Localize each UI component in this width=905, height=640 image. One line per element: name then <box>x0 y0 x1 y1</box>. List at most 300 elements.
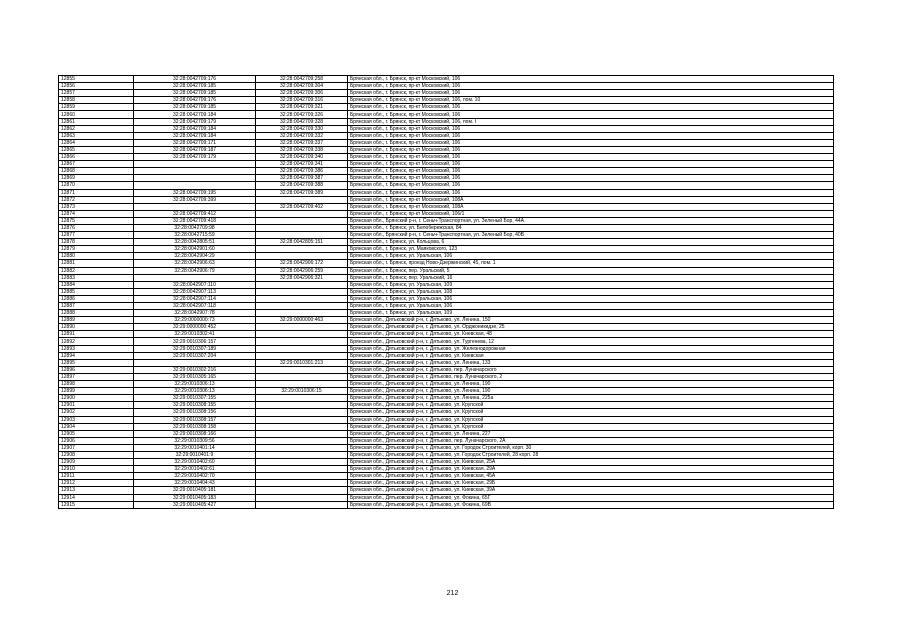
related-cadastral-number-cell <box>256 402 348 409</box>
cadastral-number-cell: 32:29:0010302:41 <box>134 331 256 338</box>
related-cadastral-number-cell <box>256 473 348 480</box>
table-row <box>59 388 834 395</box>
table-row <box>59 466 834 473</box>
address-cell: Брянская обл., г. Брянск, пр-кт Московский, 106 <box>348 76 834 83</box>
address-cell: Брянская обл., г. Брянск, пр-кт Московский, 106 <box>348 182 834 189</box>
row-number-cell: 12895 <box>59 359 134 366</box>
address-cell: Брянская обл., Дятьковский р-н, г. Дятьково, ул. Орджоникидзе, 25 <box>348 324 834 331</box>
cadastral-number-cell <box>134 168 256 175</box>
related-cadastral-number-cell <box>256 310 348 317</box>
table-row <box>59 395 834 402</box>
row-number-cell: 12890 <box>59 324 134 331</box>
row-number-cell: 12897 <box>59 373 134 380</box>
table-row <box>59 473 834 480</box>
table-row <box>59 154 834 161</box>
table-row <box>59 168 834 175</box>
cadastral-number-cell: 32:28:0042709:176 <box>134 76 256 83</box>
related-cadastral-number-cell <box>256 338 348 345</box>
address-cell: Брянская обл., Брянский р-н, г. Сеньч-Транспортная, ул. Зеленый Бор, 44А <box>348 217 834 224</box>
address-cell: Брянская обл., г. Брянск, пр-кт Московский, 106/1 <box>348 210 834 217</box>
address-cell: Брянская обл., Дятьковский р-н, г. Дятьково, ул. Крупской <box>348 423 834 430</box>
row-number-cell: 12914 <box>59 494 134 501</box>
cadastral-number-cell: 32:29:0010307:155 <box>134 395 256 402</box>
cadastral-number-cell: 32:29:0010308:156 <box>134 409 256 416</box>
cadastral-number-cell: 32:28:0042709:399 <box>134 196 256 203</box>
related-cadastral-number-cell <box>256 373 348 380</box>
related-cadastral-number-cell: 32:28:0042709:388 <box>256 182 348 189</box>
row-number-cell: 12883 <box>59 274 134 281</box>
row-number-cell: 12894 <box>59 352 134 359</box>
row-number-cell: 12909 <box>59 459 134 466</box>
row-number-cell: 12858 <box>59 97 134 104</box>
table-row <box>59 175 834 182</box>
row-number-cell: 12885 <box>59 288 134 295</box>
row-number-cell: 12871 <box>59 189 134 196</box>
address-cell: Брянская обл., Дятьковский р-н, г. Дятьково, ул. Ленина, 190 <box>348 381 834 388</box>
related-cadastral-number-cell <box>256 303 348 310</box>
cadastral-number-cell <box>134 161 256 168</box>
cadastral-number-cell: 32:28:0042709:195 <box>134 189 256 196</box>
table-row <box>59 381 834 388</box>
row-number-cell: 12882 <box>59 267 134 274</box>
cadastral-number-cell: 32:29:0010404:43 <box>134 480 256 487</box>
row-number-cell: 12889 <box>59 317 134 324</box>
cadastral-number-cell: 32:28:0042904:29 <box>134 253 256 260</box>
related-cadastral-number-cell <box>256 232 348 239</box>
address-cell: Брянская обл., г. Брянск, пр-кт Московский, 106 <box>348 104 834 111</box>
cadastral-number-cell: 32:29:0010305:165 <box>134 373 256 380</box>
row-number-cell: 12907 <box>59 444 134 451</box>
table-row <box>59 246 834 253</box>
address-cell: Брянская обл., Дятьковский р-н, г. Дятьково, ул. Ленина, 227 <box>348 430 834 437</box>
related-cadastral-number-cell <box>256 451 348 458</box>
address-cell: Брянская обл., Дятьковский р-н, г. Дятьково, ул. Киевская <box>348 352 834 359</box>
related-cadastral-number-cell <box>256 217 348 224</box>
row-number-cell: 12891 <box>59 331 134 338</box>
table-row <box>59 402 834 409</box>
table-row <box>59 90 834 97</box>
row-number-cell: 12903 <box>59 416 134 423</box>
address-cell: Брянская обл., г. Брянск, ул. Уральская, 109 <box>348 281 834 288</box>
row-number-cell: 12910 <box>59 466 134 473</box>
row-number-cell: 12872 <box>59 196 134 203</box>
related-cadastral-number-cell <box>256 381 348 388</box>
cadastral-number-cell: 32:28:0042709:184 <box>134 132 256 139</box>
address-cell: Брянская обл., Дятьковский р-н, г. Дятьково, ул. Крупской <box>348 416 834 423</box>
address-cell: Брянская обл., Дятьковский р-н, г. Дятьково, пер. Луначарского, 2А <box>348 437 834 444</box>
row-number-cell: 12902 <box>59 409 134 416</box>
related-cadastral-number-cell: 32:28:0042709:402 <box>256 203 348 210</box>
cadastral-number-cell <box>134 203 256 210</box>
table-row <box>59 324 834 331</box>
table-row <box>59 118 834 125</box>
address-cell: Брянская обл., Дятьковский р-н, г. Дятьково, ул. Фокина, 65Г <box>348 494 834 501</box>
related-cadastral-number-cell: 32:28:0042709:326 <box>256 111 348 118</box>
related-cadastral-number-cell <box>256 210 348 217</box>
address-cell: Брянская обл., г. Брянск, пр-кт Московский, 106 <box>348 168 834 175</box>
address-cell: Брянская обл., г. Брянск, пр-кт Московский, 106, пом. I <box>348 118 834 125</box>
address-cell: Брянская обл., Дятьковский р-н, г. Дятьково, ул. Ленина, 225а <box>348 395 834 402</box>
related-cadastral-number-cell <box>256 196 348 203</box>
cadastral-number-cell: 32:29:0010309:56 <box>134 437 256 444</box>
address-cell: Брянская обл., г. Брянск, ул. Уральская, 106 <box>348 303 834 310</box>
address-cell: Брянская обл., г. Брянск, пр-кт Московский, 106 <box>348 83 834 90</box>
address-cell: Брянская обл., г. Брянск, пр-кт Московский, 106 <box>348 161 834 168</box>
address-cell: Брянская обл., г. Брянск, пер. Уральский, 5 <box>348 267 834 274</box>
table-row <box>59 196 834 203</box>
related-cadastral-number-cell <box>256 437 348 444</box>
related-cadastral-number-cell <box>256 430 348 437</box>
address-cell: Брянская обл., г. Брянск, пр-кт Московский, 106 <box>348 111 834 118</box>
related-cadastral-number-cell <box>256 288 348 295</box>
related-cadastral-number-cell <box>256 395 348 402</box>
row-number-cell: 12905 <box>59 430 134 437</box>
cadastral-number-cell: 32:28:0042709:185 <box>134 90 256 97</box>
cadastral-number-cell <box>134 359 256 366</box>
table-row <box>59 480 834 487</box>
address-cell: Брянская обл., Дятьковский р-н, г. Дятьково, ул. Ленина, 133 <box>348 359 834 366</box>
row-number-cell: 12867 <box>59 161 134 168</box>
cadastral-number-cell: 32:29:0010306:13 <box>134 388 256 395</box>
address-cell: Брянская обл., Дятьковский р-н, г. Дятьково, ул. Фокина, 69В <box>348 501 834 508</box>
row-number-cell: 12901 <box>59 402 134 409</box>
table-row <box>59 146 834 153</box>
row-number-cell: 12877 <box>59 232 134 239</box>
row-number-cell: 12860 <box>59 111 134 118</box>
related-cadastral-number-cell: 32:28:0042709:389 <box>256 189 348 196</box>
row-number-cell: 12886 <box>59 295 134 302</box>
table-row <box>59 345 834 352</box>
related-cadastral-number-cell: 32:28:0042709:330 <box>256 125 348 132</box>
row-number-cell: 12896 <box>59 366 134 373</box>
page-number: 212 <box>446 590 459 597</box>
cadastral-number-cell: 32:29:0010401:14 <box>134 444 256 451</box>
cadastral-number-cell: 32:28:0042709:412 <box>134 210 256 217</box>
cadastral-number-cell: 32:28:0042906:63 <box>134 260 256 267</box>
related-cadastral-number-cell: 32:28:0042709:386 <box>256 168 348 175</box>
address-cell: Брянская обл., Брянский р-н, г. Сеньч-Транспортная, ул. Зеленый Бор, 40В <box>348 232 834 239</box>
table-row <box>59 217 834 224</box>
table-row <box>59 210 834 217</box>
cadastral-number-cell: 32:28:0042901:60 <box>134 246 256 253</box>
address-cell: Брянская обл., Дятьковский р-н, г. Дятьково, ул. Киевская, 25А <box>348 459 834 466</box>
row-number-cell: 12876 <box>59 224 134 231</box>
address-cell: Брянская обл., г. Брянск, пр-кт Московский, 108А <box>348 196 834 203</box>
cadastral-number-cell: 32:29:0010308:155 <box>134 402 256 409</box>
row-number-cell: 12864 <box>59 139 134 146</box>
cadastral-number-cell: 32:29:0010302:216 <box>134 366 256 373</box>
table-row <box>59 352 834 359</box>
address-cell: Брянская обл., Дятьковский р-н, г. Дятьково, ул. Киевская, 45А <box>348 473 834 480</box>
cadastral-number-cell: 32:28:0042709:179 <box>134 118 256 125</box>
related-cadastral-number-cell: 32:28:0042709:306 <box>256 90 348 97</box>
row-number-cell: 12908 <box>59 451 134 458</box>
address-cell: Брянская обл., Дятьковский р-н, г. Дятьково, ул. Киевская, 29А <box>348 466 834 473</box>
table-body <box>59 76 834 509</box>
related-cadastral-number-cell <box>256 295 348 302</box>
address-cell: Брянская обл., Дятьковский р-н, г. Дятьково, ул. Киевская, 48 <box>348 331 834 338</box>
cadastral-number-cell: 32:28:0042709:176 <box>134 97 256 104</box>
table-row <box>59 253 834 260</box>
related-cadastral-number-cell <box>256 324 348 331</box>
row-number-cell: 12856 <box>59 83 134 90</box>
row-number-cell: 12868 <box>59 168 134 175</box>
table-row <box>59 430 834 437</box>
address-cell: Брянская обл., г. Брянск, пр-кт Московский, 106 <box>348 146 834 153</box>
table-row <box>59 331 834 338</box>
table-row <box>59 104 834 111</box>
related-cadastral-number-cell: 32:28:0042709:316 <box>256 97 348 104</box>
table-row <box>59 310 834 317</box>
row-number-cell: 12863 <box>59 132 134 139</box>
related-cadastral-number-cell <box>256 224 348 231</box>
cadastral-number-cell: 32:29:0010402:60 <box>134 459 256 466</box>
related-cadastral-number-cell: 32:28:0042709:337 <box>256 139 348 146</box>
table-row <box>59 267 834 274</box>
table-row <box>59 459 834 466</box>
row-number-cell: 12874 <box>59 210 134 217</box>
row-number-cell: 12913 <box>59 487 134 494</box>
row-number-cell: 12899 <box>59 388 134 395</box>
row-number-cell: 12884 <box>59 281 134 288</box>
row-number-cell: 12906 <box>59 437 134 444</box>
row-number-cell: 12888 <box>59 310 134 317</box>
table-row <box>59 494 834 501</box>
address-cell: Брянская обл., Дятьковский р-н, г. Дятьково, ул. Киевская, 29Б <box>348 480 834 487</box>
related-cadastral-number-cell: 32:28:0042709:321 <box>256 104 348 111</box>
row-number-cell: 12865 <box>59 146 134 153</box>
cadastral-number-cell: 32:29:0010402:70 <box>134 473 256 480</box>
table-row <box>59 437 834 444</box>
address-cell: Брянская обл., Дятьковский р-н, г. Дятьково, ул. Городок Строителей, 28 корп. 28 <box>348 451 834 458</box>
address-cell: Брянская обл., Дятьковский р-н, г. Дятьково, ул. Крупской <box>348 402 834 409</box>
address-cell: Брянская обл., г. Брянск, пр-кт Московский, 106 <box>348 90 834 97</box>
related-cadastral-number-cell <box>256 352 348 359</box>
row-number-cell: 12880 <box>59 253 134 260</box>
related-cadastral-number-cell: 32:28:0042906:172 <box>256 260 348 267</box>
table-row <box>59 274 834 281</box>
related-cadastral-number-cell <box>256 281 348 288</box>
table-row <box>59 182 834 189</box>
address-cell: Брянская обл., г. Брянск, проезд Ново-Дзержинский, 45, пом. 1 <box>348 260 834 267</box>
row-number-cell: 12892 <box>59 338 134 345</box>
table-row <box>59 501 834 508</box>
cadastral-number-cell: 32:28:0042907:114 <box>134 295 256 302</box>
table-row <box>59 161 834 168</box>
row-number-cell: 12870 <box>59 182 134 189</box>
cadastral-number-cell: 32:29:0010308:166 <box>134 430 256 437</box>
table-row <box>59 409 834 416</box>
related-cadastral-number-cell <box>256 345 348 352</box>
related-cadastral-number-cell <box>256 246 348 253</box>
cadastral-number-cell: 32:28:0042709:171 <box>134 139 256 146</box>
cadastral-number-cell: 32:28:0042709:98 <box>134 224 256 231</box>
table-row <box>59 317 834 324</box>
table-row <box>59 239 834 246</box>
related-cadastral-number-cell <box>256 494 348 501</box>
address-cell: Брянская обл., г. Брянск, ул. Кольцова, 6 <box>348 239 834 246</box>
table-row <box>59 281 834 288</box>
address-cell: Брянская обл., г. Брянск, пр-кт Московский, 106 <box>348 189 834 196</box>
related-cadastral-number-cell: 32:28:0042709:340 <box>256 154 348 161</box>
cadastral-number-cell: 32:28:0042715:59 <box>134 232 256 239</box>
row-number-cell: 12857 <box>59 90 134 97</box>
table-row <box>59 373 834 380</box>
row-number-cell: 12869 <box>59 175 134 182</box>
table-row <box>59 451 834 458</box>
cadastral-number-cell: 32:28:0042709:187 <box>134 146 256 153</box>
cadastral-number-cell: 32:29:0010308:158 <box>134 423 256 430</box>
table-row <box>59 189 834 196</box>
related-cadastral-number-cell: 32:28:0042709:304 <box>256 83 348 90</box>
address-cell: Брянская обл., Дятьковский р-н, г. Дятьково, ул. Тургенева, 12 <box>348 338 834 345</box>
related-cadastral-number-cell <box>256 480 348 487</box>
address-cell: Брянская обл., г. Брянск, пр-кт Московский, 106 <box>348 175 834 182</box>
table-row <box>59 288 834 295</box>
row-number-cell: 12855 <box>59 76 134 83</box>
table-row <box>59 303 834 310</box>
related-cadastral-number-cell: 32:28:0042709:332 <box>256 132 348 139</box>
row-number-cell: 12915 <box>59 501 134 508</box>
address-cell: Брянская обл., г. Брянск, пр-кт Московский, 106 <box>348 139 834 146</box>
row-number-cell: 12881 <box>59 260 134 267</box>
table-row <box>59 423 834 430</box>
table-row <box>59 366 834 373</box>
row-number-cell: 12879 <box>59 246 134 253</box>
related-cadastral-number-cell: 32:29:0010301:213 <box>256 359 348 366</box>
cadastral-number-cell: 32:28:0042709:184 <box>134 111 256 118</box>
cadastral-number-cell: 32:28:0042709:184 <box>134 125 256 132</box>
cadastral-number-cell: 32:29:0010405:181 <box>134 487 256 494</box>
cadastral-number-cell: 32:29:0010308:157 <box>134 416 256 423</box>
address-cell: Брянская обл., г. Брянск, ул. Уральская, 108 <box>348 288 834 295</box>
table-row <box>59 232 834 239</box>
related-cadastral-number-cell: 32:28:0042906:259 <box>256 267 348 274</box>
cadastral-number-cell: 32:28:0042907:113 <box>134 288 256 295</box>
address-cell: Брянская обл., г. Брянск, пр-кт Московский, 106 <box>348 154 834 161</box>
address-cell: Брянская обл., Дятьковский р-н, г. Дятьково, ул. Киевская, 39А <box>348 487 834 494</box>
cadastral-number-cell: 32:29:0000000:73 <box>134 317 256 324</box>
related-cadastral-number-cell <box>256 423 348 430</box>
address-cell: Брянская обл., г. Брянск, пр-кт Московский, 106, пом. 10 <box>348 97 834 104</box>
table-row <box>59 487 834 494</box>
cadastral-table <box>58 75 834 509</box>
related-cadastral-number-cell <box>256 466 348 473</box>
cadastral-number-cell: 32:29:0010306:157 <box>134 338 256 345</box>
address-cell: Брянская обл., Дятьковский р-н, г. Дятьково, ул. Крупской <box>348 409 834 416</box>
address-cell: Брянская обл., г. Брянск, пер. Уральский, 16 <box>348 274 834 281</box>
address-cell: Брянская обл., г. Брянск, ул. Белобережская, 84 <box>348 224 834 231</box>
address-cell: Брянская обл., Дятьковский р-н, г. Дятьково, пер. Луначарского, 2 <box>348 373 834 380</box>
related-cadastral-number-cell <box>256 501 348 508</box>
table-row <box>59 111 834 118</box>
address-cell: Брянская обл., г. Брянск, ул. Уральская, 106 <box>348 295 834 302</box>
address-cell: Брянская обл., г. Брянск, пр-кт Московский, 106 <box>348 125 834 132</box>
address-cell: Брянская обл., г. Брянск, ул. Уральская, 106 <box>348 253 834 260</box>
related-cadastral-number-cell <box>256 444 348 451</box>
table-row <box>59 359 834 366</box>
row-number-cell: 12904 <box>59 423 134 430</box>
related-cadastral-number-cell: 32:28:0042709:328 <box>256 118 348 125</box>
row-number-cell: 12912 <box>59 480 134 487</box>
table-row <box>59 416 834 423</box>
related-cadastral-number-cell <box>256 253 348 260</box>
cadastral-number-cell: 32:29:0010306:13 <box>134 381 256 388</box>
cadastral-number-cell <box>134 274 256 281</box>
cadastral-number-cell: 32:28:0042907:78 <box>134 310 256 317</box>
cadastral-number-cell: 32:29:0010401:9 <box>134 451 256 458</box>
row-number-cell: 12859 <box>59 104 134 111</box>
row-number-cell: 12861 <box>59 118 134 125</box>
table-row <box>59 139 834 146</box>
related-cadastral-number-cell: 32:28:0042709:387 <box>256 175 348 182</box>
related-cadastral-number-cell <box>256 459 348 466</box>
table-row <box>59 76 834 83</box>
related-cadastral-number-cell <box>256 331 348 338</box>
row-number-cell: 12898 <box>59 381 134 388</box>
cadastral-number-cell: 32:29:0010307:189 <box>134 345 256 352</box>
row-number-cell: 12878 <box>59 239 134 246</box>
row-number-cell: 12893 <box>59 345 134 352</box>
related-cadastral-number-cell: 32:28:0042906:321 <box>256 274 348 281</box>
cadastral-number-cell: 32:28:0042709:179 <box>134 154 256 161</box>
table-row <box>59 83 834 90</box>
table-row <box>59 444 834 451</box>
cadastral-number-cell: 32:29:0010405:183 <box>134 494 256 501</box>
table-row <box>59 125 834 132</box>
related-cadastral-number-cell: 32:28:0042805:151 <box>256 239 348 246</box>
cadastral-number-cell: 32:28:0042709:418 <box>134 217 256 224</box>
address-cell: Брянская обл., Дятьковский р-н, г. Дятьково, ул. Ленина, 150 <box>348 317 834 324</box>
table-row <box>59 260 834 267</box>
address-cell: Брянская обл., г. Брянск, пр-кт Московский, 108А <box>348 203 834 210</box>
cadastral-number-cell: 32:29:0010307:204 <box>134 352 256 359</box>
table-row <box>59 224 834 231</box>
cadastral-number-cell: 32:29:0010405:427 <box>134 501 256 508</box>
related-cadastral-number-cell <box>256 366 348 373</box>
cadastral-number-cell <box>134 175 256 182</box>
address-cell: Брянская обл., г. Брянск, пр-кт Московский, 106 <box>348 132 834 139</box>
cadastral-number-cell: 32:28:0042709:185 <box>134 83 256 90</box>
cadastral-number-cell: 32:29:0000000:452 <box>134 324 256 331</box>
row-number-cell: 12887 <box>59 303 134 310</box>
row-number-cell: 12866 <box>59 154 134 161</box>
cadastral-number-cell: 32:28:0042805:51 <box>134 239 256 246</box>
related-cadastral-number-cell: 32:28:0042709:338 <box>256 146 348 153</box>
related-cadastral-number-cell <box>256 416 348 423</box>
address-cell: Брянская обл., Дятьковский р-н, г. Дятьково, ул. Железнодорожная <box>348 345 834 352</box>
table-row <box>59 295 834 302</box>
table-row <box>59 97 834 104</box>
address-cell: Брянская обл., Дятьковский р-н, г. Дятьково, ул. Городок Строителей, корп. 30 <box>348 444 834 451</box>
related-cadastral-number-cell <box>256 487 348 494</box>
row-number-cell: 12911 <box>59 473 134 480</box>
row-number-cell: 12875 <box>59 217 134 224</box>
related-cadastral-number-cell <box>256 409 348 416</box>
related-cadastral-number-cell: 32:28:0042709:258 <box>256 76 348 83</box>
table-row <box>59 338 834 345</box>
related-cadastral-number-cell: 32:28:0042709:341 <box>256 161 348 168</box>
table-row <box>59 203 834 210</box>
cadastral-number-cell: 32:28:0042709:185 <box>134 104 256 111</box>
address-cell: Брянская обл., Дятьковский р-н, г. Дятьково, ул. Ленина, 190 <box>348 388 834 395</box>
address-cell: Брянская обл., Дятьковский р-н, г. Дятьково, пер. Луначарского <box>348 366 834 373</box>
cadastral-number-cell: 32:28:0042906:79 <box>134 267 256 274</box>
related-cadastral-number-cell: 32:29:0000000:463 <box>256 317 348 324</box>
table-row <box>59 132 834 139</box>
cadastral-number-cell <box>134 182 256 189</box>
address-cell: Брянская обл., г. Брянск, ул. Маяковского, 123 <box>348 246 834 253</box>
